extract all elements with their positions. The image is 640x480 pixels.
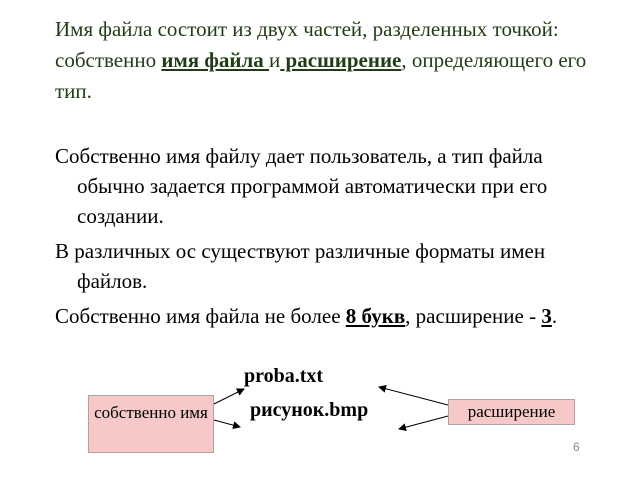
slide-body: [55, 141, 600, 336]
title-part1: Имя файла состоит из двух частей, разделенных точкой: собственно: [55, 17, 559, 72]
title-part2: , определяющего его тип.: [55, 48, 587, 103]
title-emphasis-extension: расширение: [280, 48, 402, 72]
title-connector: и: [269, 48, 281, 72]
limits-text-end: .: [551, 304, 558, 328]
paragraph-name-source: Собственно имя файлу дает пользователь, а тип файла обычно задается программой автоматически при его создании.: [55, 144, 548, 228]
name-part-label: собственно имя: [88, 395, 214, 453]
limits-text-start: Собственно имя файла не более: [55, 304, 346, 328]
arrow-name-to-risunok: [214, 420, 240, 427]
arrow-name-to-proba: [214, 389, 244, 404]
extension-label: расширение: [448, 399, 575, 425]
title-emphasis-filename: имя файла: [161, 48, 270, 72]
arrow-ext-to-txt: [379, 387, 448, 405]
example-filename-proba: proba.txt: [244, 365, 324, 387]
example-filename-risunok: рисунок.bmp: [250, 399, 369, 421]
extension-length-value: 3: [541, 304, 552, 328]
name-length-value: 8 букв: [345, 304, 406, 328]
page-number: 6: [573, 440, 580, 454]
limits-text-middle: , расширение -: [405, 304, 542, 328]
arrow-ext-to-bmp: [399, 416, 448, 429]
paragraph-os-formats: В различных ос существуют различные форматы имен файлов.: [55, 239, 546, 293]
paragraph-length-limits: [55, 301, 600, 331]
slide-title: [55, 14, 595, 107]
